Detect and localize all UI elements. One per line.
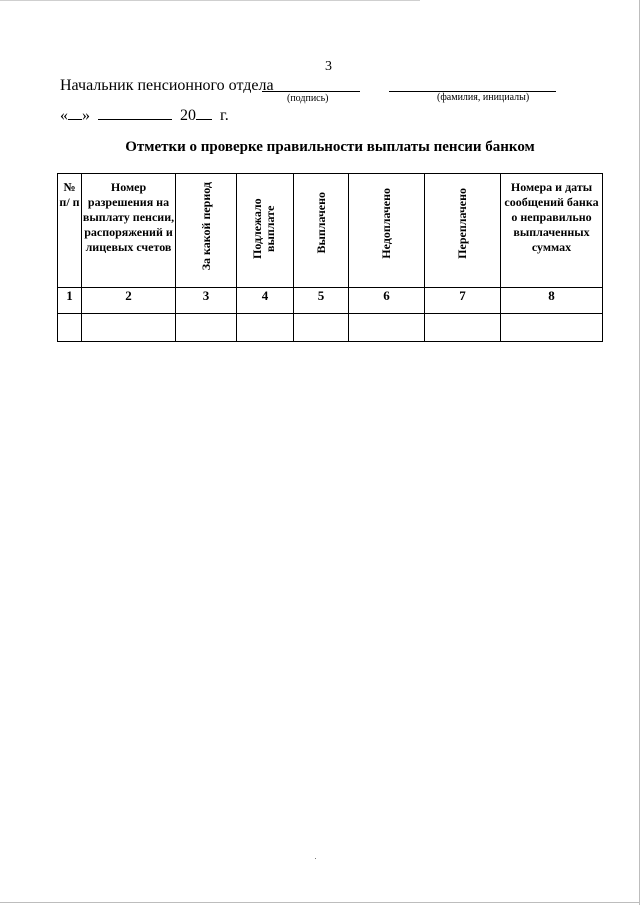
- column-number: 4: [237, 288, 294, 314]
- name-caption: (фамилия, инициалы): [437, 92, 530, 103]
- year-prefix: 20: [180, 107, 196, 124]
- column-number: 5: [294, 288, 349, 314]
- year-blank: [196, 107, 212, 120]
- scan-speck: [315, 858, 316, 859]
- year-suffix: г.: [220, 107, 229, 124]
- signature-blank: [262, 91, 360, 92]
- column-number: 8: [501, 288, 603, 314]
- signature-label: Начальник пенсионного отдела: [60, 77, 274, 94]
- column-number: 1: [58, 288, 82, 314]
- table-cell: [425, 314, 501, 342]
- header-period: За какой период: [176, 174, 237, 288]
- table-cell: [58, 314, 82, 342]
- column-number: 3: [176, 288, 237, 314]
- column-number: 7: [425, 288, 501, 314]
- header-underpaid: Недоплачено: [349, 174, 425, 288]
- payment-check-table: [57, 173, 603, 342]
- table-cell: [501, 314, 603, 342]
- table-cell: [349, 314, 425, 342]
- header-index: № п/ п: [58, 174, 82, 288]
- table-row: [58, 314, 603, 342]
- page-number: 3: [325, 59, 332, 74]
- table-cell: [237, 314, 294, 342]
- table-cell: [82, 314, 176, 342]
- header-permit-number: Номер разрешения на выплату пенсии, распоряжений и лицевых счетов: [82, 174, 176, 288]
- date-open-quote: «: [60, 107, 68, 124]
- date-line: [60, 107, 229, 125]
- section-title: Отметки о проверке правильности выплаты пенсии банком: [125, 139, 535, 155]
- page-edge-top: [0, 0, 420, 1]
- header-paid: Выплачено: [294, 174, 349, 288]
- signature-caption: (подпись): [287, 93, 329, 104]
- header-overpaid: Переплачено: [425, 174, 501, 288]
- column-number-row: [58, 288, 603, 314]
- table-cell: [176, 314, 237, 342]
- header-bank-messages: Номера и даты сообщений банка о неправильно выплаченных суммах: [501, 174, 603, 288]
- table-cell: [294, 314, 349, 342]
- column-number: 6: [349, 288, 425, 314]
- table-header-row: [58, 174, 603, 288]
- day-blank: [68, 107, 82, 120]
- page-edge-bottom: [0, 902, 640, 903]
- column-number: 2: [82, 288, 176, 314]
- month-blank: [98, 107, 172, 120]
- header-due: Подлежало выплате: [237, 174, 294, 288]
- date-close-quote: »: [82, 107, 90, 124]
